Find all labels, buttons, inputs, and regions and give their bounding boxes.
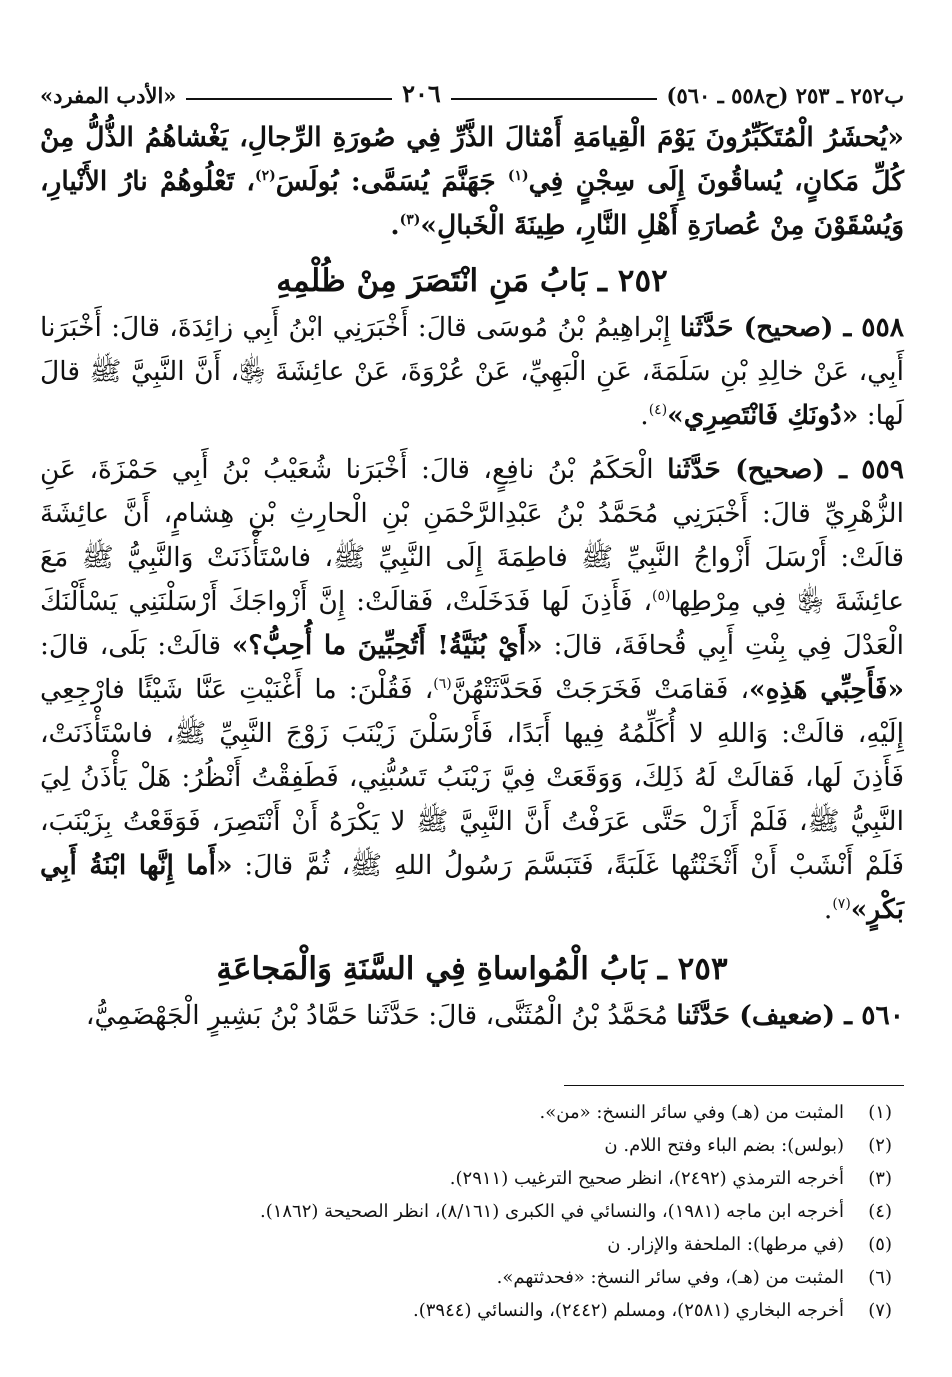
footnote-item: (٧) أخرجه البخاري (٢٥٨١)، ومسلم (٢٤٤٢)، والنسائي (٣٩٤٤). bbox=[413, 1300, 892, 1321]
page-header bbox=[40, 74, 904, 108]
footnote-item: (٤) أخرجه ابن ماجه (١٩٨١)، والنسائي في الكبرى (٨/١٦١)، انظر الصحيحة (١٨٦٢). bbox=[259, 1201, 892, 1222]
footnote-item: (٢) (بولس): بضم الباء وفتح اللام. ن bbox=[604, 1135, 892, 1156]
header-rule-right bbox=[451, 98, 657, 100]
chapter-heading-252: ٢٥٢ ـ بَابُ مَنِ انْتَصَرَ مِنْ ظُلْمِهِ bbox=[276, 263, 668, 299]
hadith-558: ٥٥٨ ـ (صحيح) حَدَّثَنا إِبْراهِيمُ بْنُ مُوسَى قالَ: أَخْبَرَنِي ابْنُ أَبِي زائِدَةَ، قالَ: أَخْبَرَنا أَبِي، عَنْ خالِدِ بْنِ سَلَمَةَ، عَنِ الْبَهِيِّ، عَنْ عُرْوَةَ، عَنْ عائِشَةَ ﵂، أَنَّ النَّبِيَّ ﷺ قالَ لَها: «دُونَكِ فَانْتَصِرِي»$^{(٤)}$. bbox=[40, 312, 904, 431]
footnote-ref[interactable]: (٣) bbox=[399, 212, 421, 229]
footnote-item: (٥) (في مرطها): الملحفة والإزار. ن bbox=[607, 1234, 892, 1255]
footnote-ref[interactable]: (٦) bbox=[433, 676, 452, 693]
footnote-ref[interactable]: (٢) bbox=[254, 168, 276, 185]
intro-hadith-text: «يُحشَرُ الْمُتَكَبِّرُونَ يَوْمَ الْقِيامَةِ أَمْثالَ الذَّرِّ فِي صُورَةِ الرِّجالِ، يَغْشاهُمُ الذُّلُّ مِنْ كُلِّ مَكانٍ، يُساقُونَ إِلَى سِجْنٍ فِي$^{(١)}$ جَهَنَّمَ يُسَمَّى: بُولَسَ$^{(٢)}$، تَعْلُوهُمْ نارُ الأَنْيارِ، وَيُسْقَوْنَ مِنْ عُصارَةِ أَهْلِ النَّارِ، طِينَةَ الْخَبالِ»$^{(٣)}$. bbox=[40, 122, 904, 241]
chapter-heading-253: ٢٥٣ ـ بَابُ الْمُواساةِ فِي السَّنَةِ وَالْمَجاعَةِ bbox=[216, 951, 728, 987]
footnote-separator bbox=[564, 1085, 904, 1086]
footnote-ref[interactable]: (٧) bbox=[832, 896, 851, 913]
header-section-ref: ب٢٥٢ ـ ٢٥٣ (ح٥٥٨ ـ ٥٦٠) bbox=[666, 83, 904, 108]
footnotes bbox=[40, 1096, 892, 1327]
hadith-559: ٥٥٩ ـ (صحيح) حَدَّثَنا الْحَكَمُ بْنُ نافِعٍ، قالَ: أَخْبَرَنا شُعَيْبُ بْنُ أَبِي حَمْزَةَ، عَنِ الزُّهْرِيِّ قالَ: أَخْبَرَنِي مُحَمَّدُ بْنُ عَبْدِالرَّحْمَنِ بْنِ الْحارِثِ بْنِ هِشامٍ، أَنَّ عائِشَةَ قالَتْ: أَرْسَلَ أَزْواجُ النَّبِيِّ ﷺ فاطِمَةَ إِلَى النَّبِيِّ ﷺ، فاسْتَأْذَنَتْ وَالنَّبِيُّ ﷺ مَعَ عائِشَةَ ﵂ فِي مِرْطِها$^{(٥)}$، فَأَذِنَ لَها فَدَخَلَتْ، فَقالَتْ: إِنَّ أَزْواجَكَ أَرْسَلْنَنِي يَسْأَلْنَكَ الْعَدْلَ فِي بِنْتِ أَبِي قُحافَةَ، قالَ: «أَيْ بُنَيَّةُ! أَتُحِبِّينَ ما أُحِبُّ؟» قالَتْ: بَلَى، قالَ: «فَأَحِبِّي هَذِهِ»، فَقامَتْ فَخَرَجَتْ فَحَدَّثَتْهُنَّ$^{(٦)}$، فَقُلْنَ: ما أَغْنَيْتِ عَنَّا شَيْئًا فارْجِعِي إِلَيْهِ، قالَتْ: وَاللهِ لا أُكَلِّمُهُ فِيها أَبَدًا، فَأَرْسَلْنَ زَيْنَبَ زَوْجَ النَّبِيِّ ﷺ، فاسْتَأْذَنَتْ، فَأَذِنَ لَها، فَقالَتْ لَهُ ذَلِكَ، وَوَقَعَتْ فِيَّ زَيْنَبُ تَسُبُّنِي، فَطَفِقْتُ أَنْظُرُ: هَلْ يَأْذَنُ لِيَ النَّبِيُّ ﷺ، فَلَمْ أَزَلْ حَتَّى عَرَفْتُ أَنَّ النَّبِيَّ ﷺ لا يَكْرَهُ أَنْ أَنْتَصِرَ، فَوَقَعْتُ بِزَيْنَبَ، فَلَمْ أَنْشَبْ أَنْ أَثْخَنْتُها غَلَبَةً، فَتَبَسَّمَ رَسُولُ اللهِ ﷺ، ثُمَّ قالَ: «أَما إِنَّها ابْنَةُ أَبِي بَكْرٍ»$^{(٧)}$. bbox=[40, 454, 905, 925]
hadith-number: ٥٥٩ ـ (صحيح) حَدَّثَنا bbox=[667, 454, 904, 485]
footnote-item: (٦) المثبت من (هـ)، وفي سائر النسخ: «فحدثتهم». bbox=[496, 1267, 892, 1288]
footnote-item: (١) المثبت من (هـ) وفي سائر النسخ: «من». bbox=[539, 1102, 892, 1123]
footnote-ref[interactable]: (٥) bbox=[652, 588, 671, 605]
main-text bbox=[40, 116, 904, 1038]
footnote-ref[interactable]: (١) bbox=[507, 168, 529, 185]
footnote-item: (٣) أخرجه الترمذي (٢٤٩٢)، انظر صحيح الترغيب (٢٩١١). bbox=[449, 1168, 892, 1189]
hadith-number: ٥٦٠ ـ (ضعيف) حَدَّثَنا bbox=[676, 1000, 904, 1031]
footnote-ref[interactable]: (٤) bbox=[648, 402, 668, 419]
page-number: ٢٠٦ bbox=[402, 79, 441, 108]
header-rule-left bbox=[186, 98, 392, 100]
header-book-title: «الأدب المفرد» bbox=[39, 83, 177, 108]
hadith-560: ٥٦٠ ـ (ضعيف) حَدَّثَنا مُحَمَّدُ بْنُ الْمُثَنَّى، قالَ: حَدَّثَنا حَمَّادُ بْنُ بَشِيرٍ الْجَهْضَمِيُّ، bbox=[85, 1000, 904, 1031]
hadith-number: ٥٥٨ ـ (صحيح) حَدَّثَنا bbox=[679, 312, 904, 343]
